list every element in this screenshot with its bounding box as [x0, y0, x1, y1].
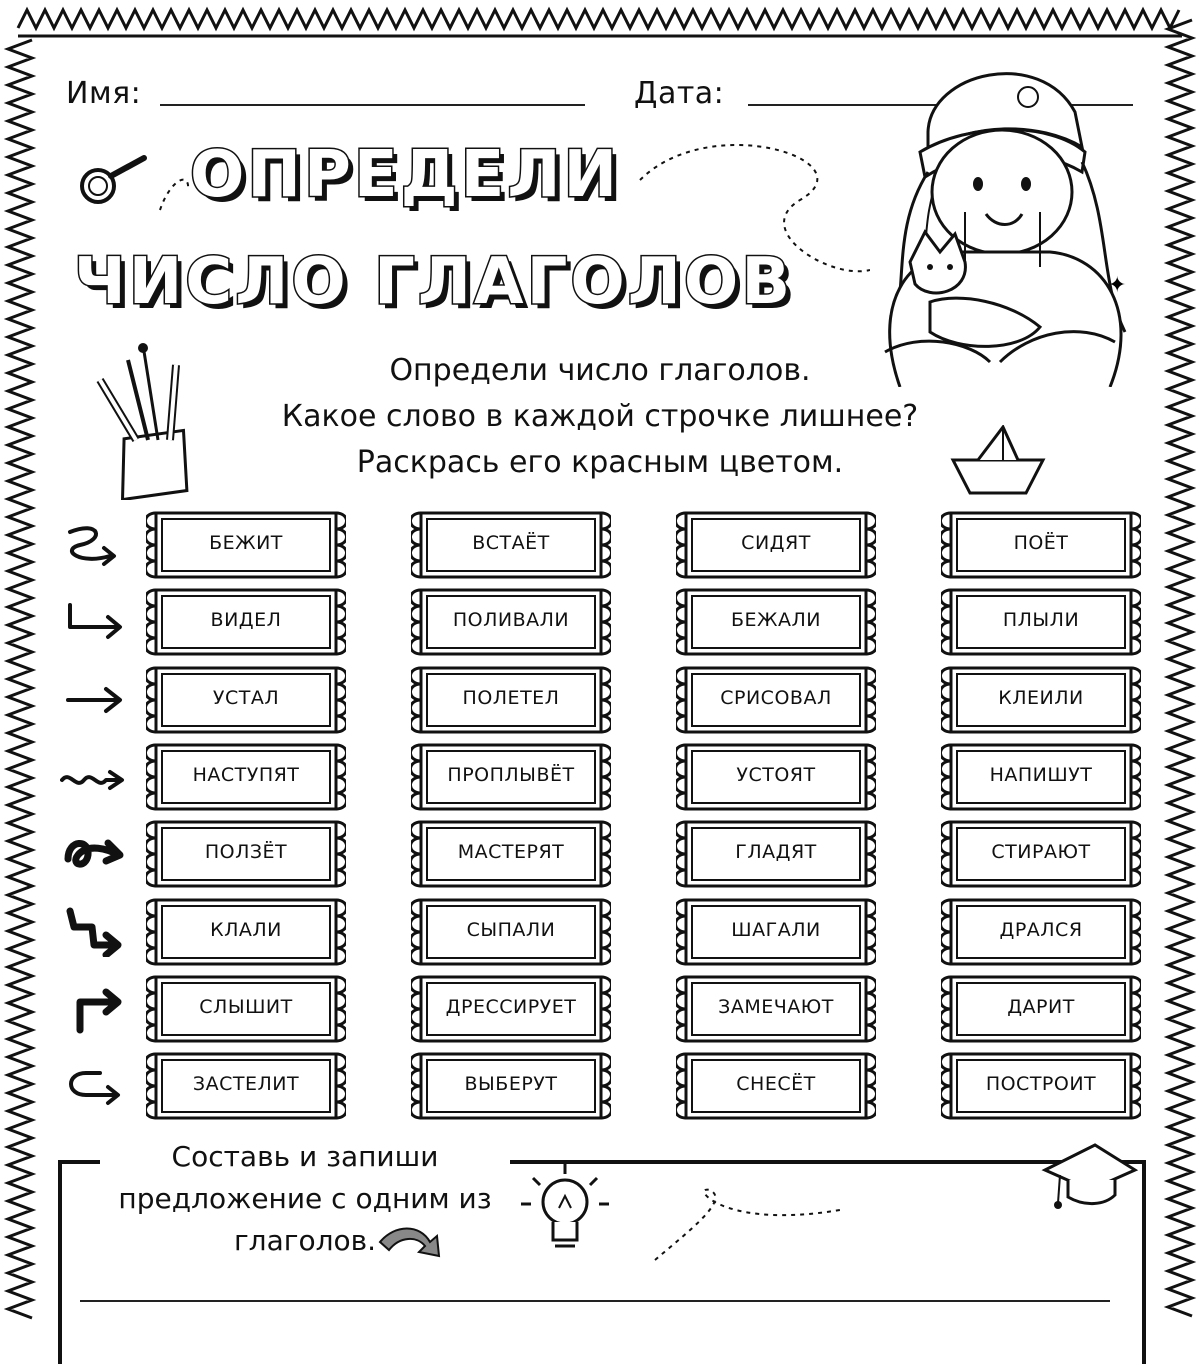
word-text: СРИСОВАЛ [720, 686, 832, 709]
svg-text:✦: ✦ [1108, 273, 1127, 298]
word-card[interactable] [941, 665, 1141, 735]
word-text: УСТОЯТ [736, 763, 816, 786]
word-text: ПРОПЛЫВЁТ [447, 763, 575, 786]
word-card[interactable] [146, 897, 346, 967]
word-card[interactable] [676, 665, 876, 735]
word-text: БЕЖАЛИ [730, 609, 821, 632]
word-card[interactable] [676, 974, 876, 1044]
name-label: Имя: [66, 76, 142, 111]
word-card[interactable] [941, 587, 1141, 657]
lightbulb-icon [515, 1160, 615, 1260]
word-text: ГЛАДЯТ [735, 841, 817, 864]
word-card[interactable] [411, 897, 611, 967]
zigzag-border-left [0, 0, 44, 1323]
date-label: Дата: [634, 76, 725, 111]
word-text: СНЕСЁТ [736, 1073, 816, 1096]
title-line-1: ОПРЕДЕЛИ [190, 138, 621, 212]
writing-line[interactable] [80, 1300, 1110, 1302]
instruction-line-2: Какое слово в каждой строчке лишнее? [281, 399, 919, 434]
instruction-line-1: Определи число глаголов. [389, 353, 811, 388]
word-card[interactable] [146, 974, 346, 1044]
word-text: ДРАЛСЯ [999, 918, 1083, 941]
word-card[interactable] [941, 1051, 1141, 1121]
word-card[interactable] [676, 1051, 876, 1121]
word-text: СИДЯТ [741, 532, 811, 554]
word-text: ДРЕССИРУЕТ [445, 995, 577, 1018]
word-text: ВИДЕЛ [210, 609, 282, 632]
curved-arrow-icon [60, 1061, 130, 1111]
word-text: КЛАЛИ [210, 918, 282, 941]
word-card[interactable] [676, 587, 876, 657]
word-card[interactable] [146, 665, 346, 735]
word-text: ПОЁТ [1013, 532, 1069, 554]
word-card[interactable] [676, 510, 876, 580]
name-field[interactable] [160, 104, 585, 106]
word-card[interactable] [941, 510, 1141, 580]
word-card[interactable] [411, 665, 611, 735]
word-text: ШАГАЛИ [731, 918, 821, 941]
word-text: ПЛЫЛИ [1002, 609, 1080, 632]
word-text: ПОЛЕТЕЛ [462, 686, 560, 709]
task-text [100, 1136, 510, 1262]
word-text: ВСТАЁТ [472, 532, 550, 554]
word-card[interactable] [941, 974, 1141, 1044]
word-card[interactable] [411, 819, 611, 889]
word-card[interactable] [411, 974, 611, 1044]
word-card[interactable] [941, 819, 1141, 889]
word-text: УСТАЛ [212, 686, 280, 709]
squiggle-arrow-icon [60, 520, 130, 570]
word-card[interactable] [676, 897, 876, 967]
word-text: КЛЕИЛИ [998, 686, 1084, 709]
word-text: БЕЖИТ [209, 532, 283, 554]
word-text: ЗАСТЕЛИТ [192, 1073, 300, 1096]
instruction-line-3: Раскрась его красным цветом. [356, 445, 844, 480]
word-card[interactable] [411, 1051, 611, 1121]
task-line-3: глаголов. [233, 1224, 377, 1257]
zigzag-arrow-icon [60, 907, 130, 957]
loop-arrow-icon [60, 829, 130, 879]
word-text: СЫПАЛИ [466, 918, 556, 941]
word-card[interactable] [146, 819, 346, 889]
word-text: ЗАМЕЧАЮТ [718, 995, 834, 1018]
word-text: ПОСТРОИТ [985, 1073, 1097, 1096]
word-text: НАСТУПЯТ [192, 763, 300, 786]
paper-boat-icon [948, 425, 1048, 500]
pencil-cup-icon [88, 340, 203, 500]
curved-arrow-icon [375, 1222, 445, 1262]
word-card[interactable] [676, 742, 876, 812]
word-text: ДАРИТ [1007, 995, 1075, 1018]
title-line-2: ЧИСЛО ГЛАГОЛОВ [74, 245, 794, 319]
word-card[interactable] [146, 510, 346, 580]
word-text: НАПИШУТ [989, 763, 1093, 786]
wavy-arrow-icon [60, 752, 130, 802]
word-card[interactable] [411, 742, 611, 812]
word-text: ПОЛЗЁТ [204, 841, 288, 864]
word-card[interactable] [146, 587, 346, 657]
zigzag-border-top [0, 0, 1200, 44]
girl-with-cat-illustration [870, 52, 1140, 387]
word-card[interactable] [146, 1051, 346, 1121]
task-line-1: Составь и запиши [171, 1140, 439, 1173]
corner-arrow-icon [60, 984, 130, 1034]
straight-arrow-icon [60, 675, 130, 725]
magnifier-icon [74, 150, 154, 210]
word-card[interactable] [941, 742, 1141, 812]
word-text: ВЫБЕРУТ [464, 1073, 558, 1096]
word-text: МАСТЕРЯТ [457, 841, 565, 864]
dashed-path-decoration [150, 120, 870, 300]
word-text: ПОЛИВАЛИ [452, 609, 570, 632]
word-card[interactable] [411, 587, 611, 657]
hook-arrow-icon [60, 597, 130, 647]
graduation-cap-icon [1040, 1135, 1140, 1215]
word-card[interactable] [146, 742, 346, 812]
dashed-path-decoration-bottom [650, 1180, 850, 1270]
zigzag-border-right [1156, 0, 1200, 1323]
word-card[interactable] [676, 819, 876, 889]
word-text: СТИРАЮТ [991, 841, 1091, 864]
task-line-2: предложение с одним из [118, 1182, 492, 1215]
word-card[interactable] [941, 897, 1141, 967]
word-card[interactable] [411, 510, 611, 580]
word-text: СЛЫШИТ [199, 995, 293, 1018]
